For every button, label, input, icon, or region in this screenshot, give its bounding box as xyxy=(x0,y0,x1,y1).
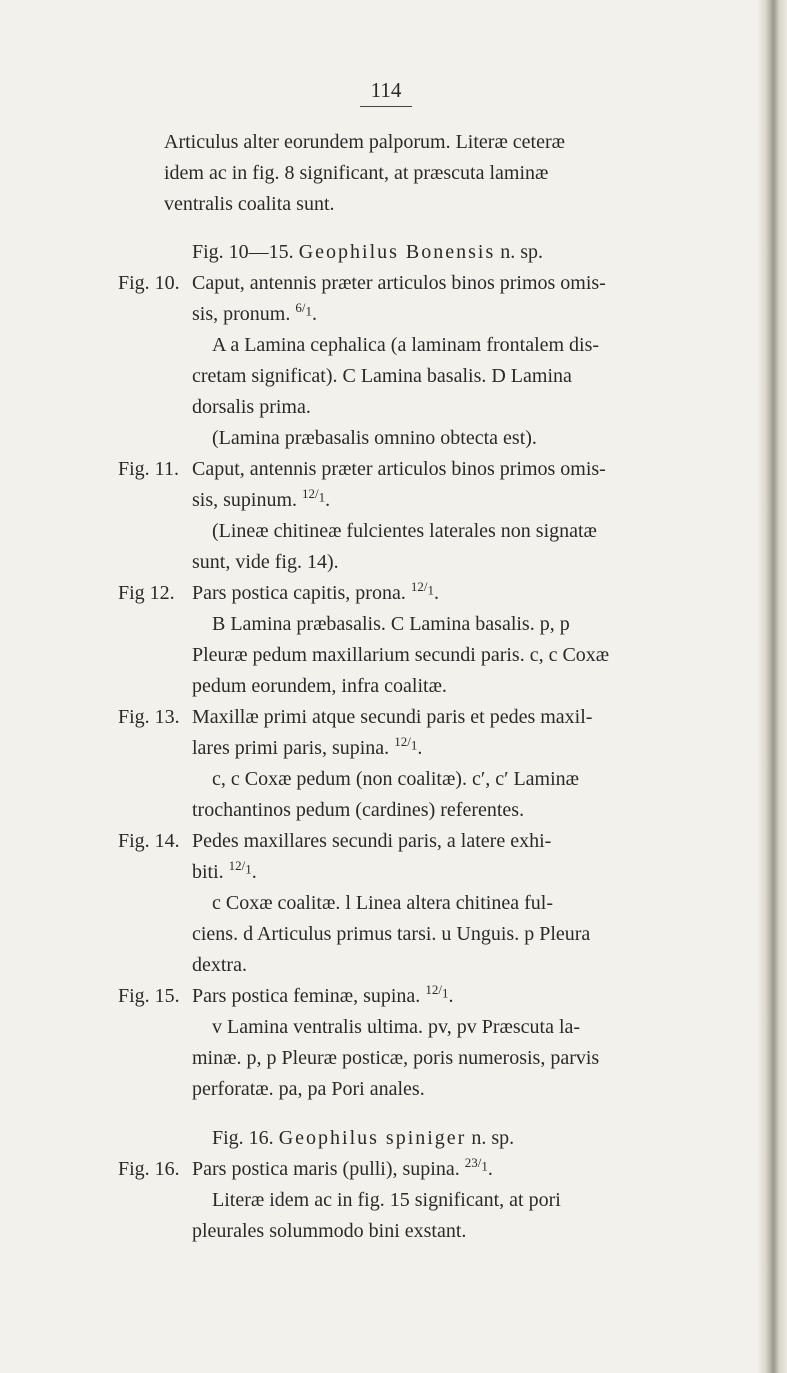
intro-line-2: idem ac in fig. 8 significant, at præscuta laminæ xyxy=(164,162,549,184)
section-heading-2-species: Geophilus spiniger xyxy=(278,1127,467,1149)
fig-16-line-1: Pars postica maris (pulli), supina. $^{23/1}$. xyxy=(192,1155,493,1180)
fig-16-line-2: Literæ idem ac in fig. 15 significant, at pori xyxy=(212,1189,561,1211)
section-heading-2-prefix: Fig. 16. xyxy=(212,1127,274,1149)
fig-15-scale-num: 12 xyxy=(425,982,439,998)
section-heading-1 xyxy=(192,240,543,264)
fig-10-scale-num: 6 xyxy=(295,300,302,316)
fig-10-line-4: cretam significat). C Lamina basalis. D Lamina xyxy=(192,365,572,387)
section-heading-1-prefix: Fig. 10—15. xyxy=(192,241,294,263)
fig-11-label: Fig. 11. xyxy=(118,458,179,480)
fig-11-line-3: (Lineæ chitineæ fulcientes laterales non signatæ xyxy=(212,520,597,542)
fig-11-line-2: sis, supinum. $^{12/1}$. xyxy=(192,486,331,511)
section-heading-1-species: Geophilus Bonensis xyxy=(298,241,496,263)
fig-12-line-1-text: Pars postica capitis, prona. xyxy=(192,582,406,604)
fig-14-scale: 12/1 xyxy=(228,858,252,877)
page-edge-shadow xyxy=(757,0,787,1373)
fig-13-scale-den: 1 xyxy=(410,737,418,753)
fig-12-scale-den: 1 xyxy=(427,582,434,598)
fig-13-line-2: lares primi paris, supina. $^{12/1}$. xyxy=(192,734,423,759)
fig-13-scale-num: 12 xyxy=(394,734,408,750)
fig-11-line-2-text: sis, supinum. xyxy=(192,489,298,511)
fig-13-line-2-text: lares primi paris, supina. xyxy=(192,737,390,759)
fig-15-line-3: minæ. p, p Pleuræ posticæ, poris numerosis, parvis xyxy=(192,1047,600,1069)
fig-14-line-3: c Coxæ coalitæ. l Linea altera chitinea ful- xyxy=(212,892,553,914)
fig-10-line-1: Caput, antennis præter articulos binos primos omis- xyxy=(192,272,606,294)
fig-16-line-3: pleurales solummodo bini exstant. xyxy=(192,1220,467,1242)
fig-14-label: Fig. 14. xyxy=(118,830,180,852)
fig-13-label: Fig. 13. xyxy=(118,706,180,728)
fig-10-scale: 6/1 xyxy=(295,300,312,319)
fig-14-scale-den: 1 xyxy=(245,861,252,877)
fig-11-line-4: sunt, vide fig. 14). xyxy=(192,551,339,573)
fig-12-line-1: Pars postica capitis, prona. $^{12/1}$. xyxy=(192,579,439,604)
fig-16-line-1-text: Pars postica maris (pulli), supina. xyxy=(192,1158,460,1180)
fig-15-line-4: perforatæ. pa, pa Pori anales. xyxy=(192,1078,425,1100)
fig-13-line-1: Maxillæ primi atque secundi paris et pedes maxil- xyxy=(192,706,593,728)
fig-10-label: Fig. 10. xyxy=(118,272,180,294)
section-heading-1-suffix: n. sp. xyxy=(500,241,544,263)
fig-16-scale-den: 1 xyxy=(481,1158,488,1174)
intro-line-1: Articulus alter eorundem palporum. Literæ ceteræ xyxy=(164,131,565,153)
fig-11-line-1: Caput, antennis præter articulos binos primos omis- xyxy=(192,458,606,480)
section-heading-2-suffix: n. sp. xyxy=(471,1127,515,1149)
fig-15-line-2: v Lamina ventralis ultima. pv, pv Præscuta la- xyxy=(212,1016,581,1038)
fig-10-line-3: A a Lamina cephalica (a laminam frontalem dis- xyxy=(212,334,600,356)
fig-12-line-2: B Lamina præbasalis. C Lamina basalis. p, p xyxy=(212,613,570,635)
fig-15-line-1: Pars postica feminæ, supina. $^{12/1}$. xyxy=(192,982,454,1007)
fig-11-scale-num: 12 xyxy=(302,486,316,502)
fig-13-line-4: trochantinos pedum (cardines) referentes. xyxy=(192,799,525,821)
intro-line-3: ventralis coalita sunt. xyxy=(164,193,335,215)
fig-12-label: Fig 12. xyxy=(118,582,175,604)
fig-10-line-5: dorsalis prima. xyxy=(192,396,311,418)
fig-16-scale: 23/1 xyxy=(464,1155,488,1174)
fig-10-scale-den: 1 xyxy=(305,303,312,319)
fig-14-line-2-text: biti. xyxy=(192,861,224,883)
fig-12-scale: 12/1 xyxy=(410,579,434,598)
fig-10-line-6: (Lamina præbasalis omnino obtecta est). xyxy=(212,427,537,449)
fig-16-label: Fig. 16. xyxy=(118,1158,180,1180)
fig-15-scale: 12/1 xyxy=(425,982,449,1001)
fig-12-line-3: Pleuræ pedum maxillarium secundi paris. c, c Coxæ xyxy=(192,644,610,666)
fig-14-scale-num: 12 xyxy=(228,858,242,874)
fig-14-line-4: ciens. d Articulus primus tarsi. u Unguis. p Pleura xyxy=(192,923,591,945)
fig-15-line-1-text: Pars postica feminæ, supina. xyxy=(192,985,421,1007)
fig-10-line-2: sis, pronum. $^{6/1}$. xyxy=(192,300,317,325)
fig-14-line-1: Pedes maxillares secundi paris, a latere exhi- xyxy=(192,830,552,852)
fig-15-scale-den: 1 xyxy=(441,985,449,1001)
fig-15-label: Fig. 15. xyxy=(118,985,180,1007)
fig-11-scale-den: 1 xyxy=(318,489,326,505)
fig-10-line-2-text: sis, pronum. xyxy=(192,303,291,325)
fig-13-line-3: c, c Coxæ pedum (non coalitæ). c′, c′ Laminæ xyxy=(212,768,580,790)
fig-11-scale: 12/1 xyxy=(302,486,326,505)
fig-14-line-2: biti. $^{12/1}$. xyxy=(192,858,257,883)
section-heading-2 xyxy=(212,1126,514,1150)
page-number: 114 xyxy=(360,78,412,107)
fig-12-scale-num: 12 xyxy=(410,579,424,595)
fig-13-scale: 12/1 xyxy=(394,734,418,753)
fig-12-line-4: pedum eorundem, infra coalitæ. xyxy=(192,675,447,697)
fig-14-line-5: dextra. xyxy=(192,954,247,976)
fig-16-scale-num: 23 xyxy=(464,1155,478,1171)
